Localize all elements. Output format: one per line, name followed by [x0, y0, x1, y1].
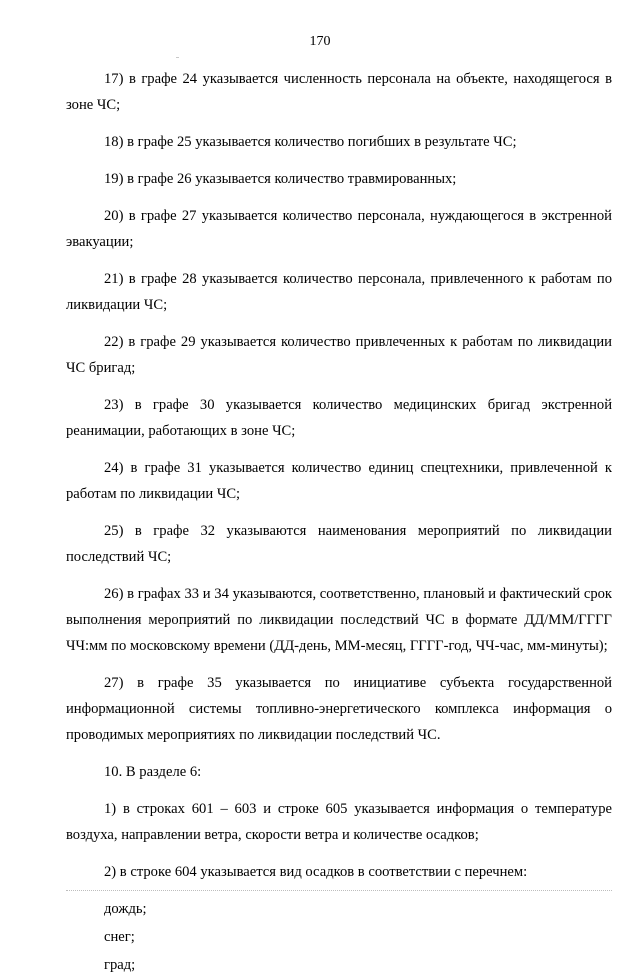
section-6-item-1: 1) в строках 601 – 603 и строке 605 указывается информация о температуре воздуха, направлении ветра, скорости ветра и количестве осадков; [66, 801, 612, 843]
section-6-item-2: 2) в строке 604 указывается вид осадков в соответствии с перечнем: [104, 864, 528, 880]
list-item-snow: снег; [104, 929, 135, 945]
paragraph-20: 20) в графе 27 указывается количество персонала, нуждающегося в экстренной эвакуации; [66, 208, 612, 250]
document-body [66, 66, 612, 980]
paragraph-26: 26) в графах 33 и 34 указываются, соответственно, плановый и фактический срок выполнения мероприятий по ликвидации последствий ЧС в формате ДД/ММ/ГГГГ ЧЧ:мм по московскому времени (ДД-день, ММ-месяц, ГГГГ-год, ЧЧ-час, мм-минуты); [66, 586, 612, 654]
paragraph-23: 23) в графе 30 указывается количество медицинских бригад экстренной реанимации, работающих в зоне ЧС; [66, 397, 612, 439]
paragraph-21: 21) в графе 28 указывается количество персонала, привлеченного к работам по ликвидации ЧС; [66, 271, 612, 313]
paragraph-19: 19) в графе 26 указывается количество травмированных; [104, 171, 457, 187]
paragraph-27: 27) в графе 35 указывается по инициативе субъекта государственной информационной системы топливно-энергетического комплекса информация о проводимых мероприятиях по ликвидации последствий ЧС. [66, 675, 612, 743]
page-bottom-edge [66, 890, 612, 891]
section-6-heading: 10. В разделе 6: [104, 764, 202, 780]
paragraph-25: 25) в графе 32 указываются наименования мероприятий по ликвидации последствий ЧС; [66, 523, 612, 565]
scan-artifact [176, 57, 179, 58]
list-item-hail: град; [104, 957, 136, 973]
paragraph-22: 22) в графе 29 указывается количество привлеченных к работам по ликвидации ЧС бригад; [66, 334, 612, 376]
paragraph-18: 18) в графе 25 указывается количество погибших в результате ЧС; [104, 134, 517, 150]
paragraph-24: 24) в графе 31 указывается количество единиц спецтехники, привлеченной к работам по ликвидации ЧС; [66, 460, 612, 502]
page-number: 170 [309, 34, 331, 49]
list-item-rain: дождь; [104, 901, 147, 917]
paragraph-17: 17) в графе 24 указывается численность персонала на объекте, находящегося в зоне ЧС; [66, 71, 612, 113]
